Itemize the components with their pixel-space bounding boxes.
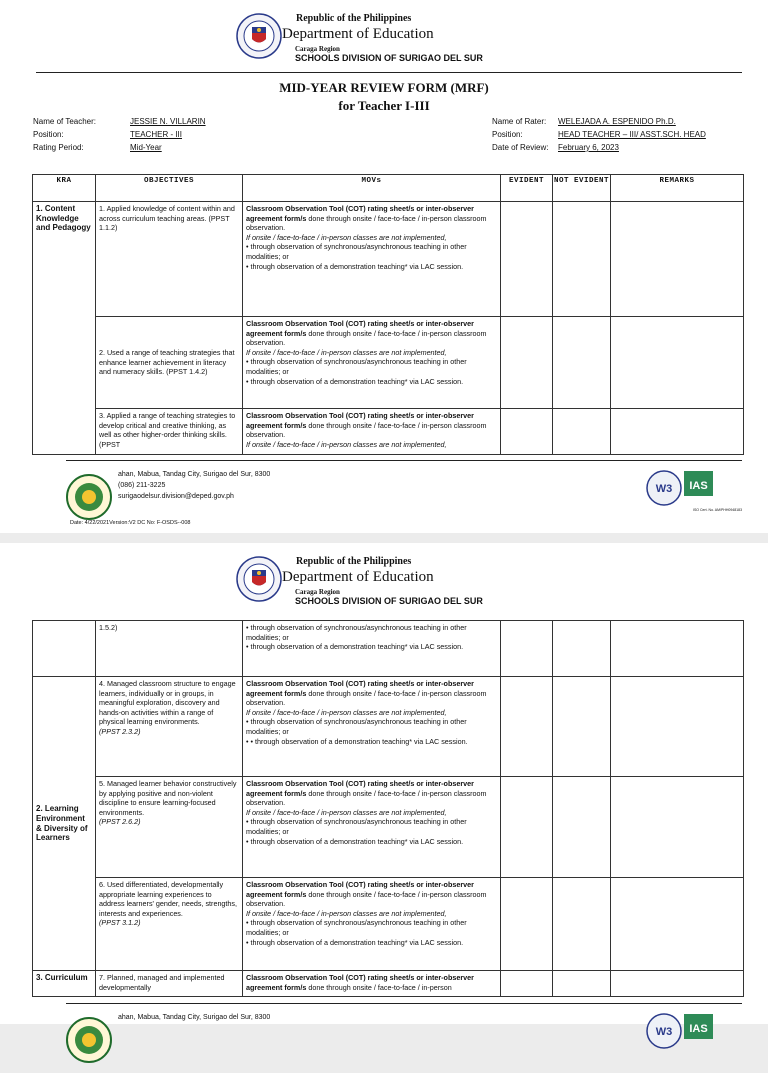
objective-cell: 1. Applied knowledge of content within and across curriculum teaching areas. (PPST 1.1.2) <box>96 202 243 317</box>
remarks-cell[interactable] <box>611 677 744 777</box>
mov-demo: • • through observation of a demonstration teaching* via LAC session. <box>246 736 468 746</box>
form-page-2 <box>0 543 768 1038</box>
table-row <box>33 971 744 997</box>
mov-bold: Classroom Observation Tool (COT) rating sheet/s or inter-observer agreement form/s <box>246 679 474 698</box>
objective-cell: 7. Planned, managed and implemented developmentally <box>96 971 243 997</box>
mrf-table <box>32 174 744 455</box>
iso-cert-number: ISO Cert. No. AM/PHH0948183 <box>693 508 743 512</box>
not-evident-cell[interactable] <box>553 777 611 878</box>
region-label: Caraga Region <box>295 45 340 53</box>
rater-name-label: Name of Rater: <box>492 117 547 126</box>
rating-period: Mid-Year <box>130 143 162 152</box>
mov-cell <box>243 971 501 997</box>
cert-logo-2-text: IAS <box>689 1023 708 1035</box>
certification-logo-icon <box>646 470 714 506</box>
kra-header: KRA <box>33 175 96 202</box>
cert-logo-1-text: W3 <box>655 1026 673 1038</box>
mov-bold: Classroom Observation Tool (COT) rating sheet/s or inter-observer agreement form/s <box>246 411 474 430</box>
footer-divider <box>66 1003 742 1004</box>
table-header-row <box>33 175 744 202</box>
remarks-cell[interactable] <box>611 777 744 878</box>
remarks-cell[interactable] <box>611 971 744 997</box>
mov-cell <box>243 777 501 878</box>
rater-position-label: Position: <box>492 130 523 139</box>
mov-demo: • through observation of a demonstration teaching* via LAC session. <box>246 836 464 846</box>
department-label: Department of Education <box>282 26 434 42</box>
evident-cell[interactable] <box>501 878 553 971</box>
mov-sync: • through observation of synchronous/asynchronous teaching in other modalities; or <box>246 717 467 736</box>
objective-ppst: (PPST 2.6.2) <box>99 817 141 827</box>
mov-italic: If onsite / face-to-face / in-person classes are not implemented, <box>246 707 447 717</box>
evident-cell[interactable] <box>501 202 553 317</box>
not-evident-cell[interactable] <box>553 971 611 997</box>
not-evident-cell[interactable] <box>553 878 611 971</box>
footer-phone: (086) 211-3225 <box>118 482 166 489</box>
letterhead <box>0 0 768 70</box>
certification-logo-icon <box>646 1013 714 1049</box>
mov-italic: If onsite / face-to-face / in-person classes are not implemented, <box>246 807 447 817</box>
table-row <box>33 317 744 409</box>
rating-period-label: Rating Period: <box>33 143 84 152</box>
remarks-cell[interactable] <box>611 409 744 455</box>
mov-rest: done through onsite / face-to-face / in-person classroom observation. <box>246 420 487 440</box>
review-date: February 6, 2023 <box>558 143 619 152</box>
header-divider <box>36 72 742 73</box>
not-evident-cell[interactable] <box>553 677 611 777</box>
republic-label: Republic of the Philippines <box>296 13 412 24</box>
kra-cell: 1. Content Knowledge and Pedagogy <box>33 202 96 455</box>
remarks-cell[interactable] <box>611 202 744 317</box>
objective-cell <box>96 878 243 971</box>
mov-cell <box>243 621 501 677</box>
region-label: Caraga Region <box>295 588 340 596</box>
division-label: SCHOOLS DIVISION OF SURIGAO DEL SUR <box>295 53 483 63</box>
remarks-cell[interactable] <box>611 317 744 409</box>
kra-cell: 2. Learning Environment & Diversity of Learners <box>33 677 96 971</box>
teacher-info <box>33 116 283 156</box>
rater-info <box>492 116 742 156</box>
footer-email: surigaodelsur.division@deped.gov.ph <box>118 493 234 500</box>
mov-sync: • through observation of synchronous/asynchronous teaching in other modalities; or <box>246 918 467 937</box>
mov-bold: Classroom Observation Tool (COT) rating sheet/s or inter-observer agreement form/s <box>246 204 474 223</box>
teacher-position: TEACHER - III <box>130 130 183 139</box>
mov-italic: If onsite / face-to-face / in-person classes are not implemented, <box>246 439 447 449</box>
objectives-header: OBJECTIVES <box>96 175 243 202</box>
table-row <box>33 409 744 455</box>
evident-header: EVIDENT <box>501 175 553 202</box>
cert-logo-1-text: W3 <box>655 483 673 495</box>
table-row <box>33 777 744 878</box>
division-logo-icon <box>66 474 112 520</box>
objective-cell: 1.5.2) <box>96 621 243 677</box>
mov-rest: done through onsite / face-to-face / in-person classroom observation. <box>246 328 487 348</box>
not-evident-cell[interactable] <box>553 621 611 677</box>
mov-rest: done through onsite / face-to-face / in-person classroom observation. <box>246 688 487 708</box>
department-label: Department of Education <box>282 569 434 585</box>
evident-cell[interactable] <box>501 409 553 455</box>
mov-italic: If onsite / face-to-face / in-person classes are not implemented, <box>246 347 447 357</box>
mov-demo: • through observation of a demonstration teaching* via LAC session. <box>246 937 464 947</box>
mov-cell <box>243 878 501 971</box>
evident-cell[interactable] <box>501 621 553 677</box>
teacher-name-label: Name of Teacher: <box>33 117 96 126</box>
evident-cell[interactable] <box>501 677 553 777</box>
remarks-cell[interactable] <box>611 621 744 677</box>
not-evident-cell[interactable] <box>553 202 611 317</box>
mov-bold: Classroom Observation Tool (COT) rating sheet/s or inter-observer agreement form/s <box>246 880 474 899</box>
kra-cell: 3. Curriculum <box>33 971 96 997</box>
mov-sync: • through observation of synchronous/asynchronous teaching in other modalities; or <box>246 623 467 642</box>
mov-italic: If onsite / face-to-face / in-person classes are not implemented, <box>246 232 447 242</box>
form-page-1 <box>0 0 768 533</box>
objective-ppst: (PPST 3.1.2) <box>99 918 141 928</box>
mov-rest: done through onsite / face-to-face / in-person classroom observation. <box>246 788 487 808</box>
footer-contact <box>118 1012 270 1023</box>
footer-address: ahan, Mabua, Tandag City, Surigao del Sur, 8300 <box>118 1014 271 1021</box>
objective-cell: 3. Applied a range of teaching strategies to develop critical and creative thinking, as well as other higher-order thinking skills. (PPST <box>96 409 243 455</box>
division-logo-icon <box>66 1017 112 1063</box>
evident-cell[interactable] <box>501 317 553 409</box>
mov-cell <box>243 677 501 777</box>
mov-cell <box>243 409 501 455</box>
kra-cell <box>33 621 96 677</box>
form-title: MID-YEAR REVIEW FORM (MRF) <box>279 80 489 95</box>
not-evident-cell[interactable] <box>553 317 611 409</box>
rater-name: WELEJADA A. ESPENIDO Ph.D. <box>558 117 676 126</box>
objective-cell <box>96 777 243 878</box>
mov-rest: done through onsite / face-to-face / in-person <box>306 982 452 992</box>
form-subtitle: for Teacher I-III <box>338 98 430 113</box>
objective-cell: 2. Used a range of teaching strategies that enhance learner achievement in literacy and numeracy skills. (PPST 1.4.2) <box>96 317 243 409</box>
letterhead <box>0 543 768 613</box>
table-row <box>33 878 744 971</box>
objective-cell <box>96 677 243 777</box>
division-label: SCHOOLS DIVISION OF SURIGAO DEL SUR <box>295 596 483 606</box>
mov-italic: If onsite / face-to-face / in-person classes are not implemented, <box>246 908 447 918</box>
cert-logo-2-text: IAS <box>689 480 708 492</box>
footer <box>0 1003 768 1073</box>
mov-bold: Classroom Observation Tool (COT) rating sheet/s or inter-observer agreement form/s <box>246 779 474 798</box>
objective-text: 6. Used differentiated, developmentally appropriate learning experiences to address learners' gender, needs, strengths, interests and experiences. <box>99 880 238 918</box>
mov-bold: Classroom Observation Tool (COT) rating sheet/s or inter-observer agreement form/s <box>246 319 474 338</box>
table-row <box>33 202 744 317</box>
document-control: Date: 4/22/2021Version:V2 DC No: F-OSDS--008 <box>70 520 191 526</box>
republic-label: Republic of the Philippines <box>296 556 412 567</box>
evident-cell[interactable] <box>501 971 553 997</box>
footer-address: ahan, Mabua, Tandag City, Surigao del Sur, 8300 <box>118 471 271 478</box>
mov-bold: Classroom Observation Tool (COT) rating sheet/s or inter-observer agreement form/s <box>246 973 474 992</box>
mov-demo: • through observation of a demonstration teaching* via LAC session. <box>246 376 464 386</box>
deped-seal-icon <box>236 13 282 59</box>
footer-divider <box>66 460 742 461</box>
remarks-header: REMARKS <box>611 175 744 202</box>
review-date-label: Date of Review: <box>492 143 549 152</box>
footer-contact <box>118 469 270 502</box>
deped-seal-icon <box>236 556 282 602</box>
not-evident-cell[interactable] <box>553 409 611 455</box>
mov-cell <box>243 317 501 409</box>
evident-cell[interactable] <box>501 777 553 878</box>
remarks-cell[interactable] <box>611 878 744 971</box>
teacher-position-label: Position: <box>33 130 64 139</box>
teacher-name: JESSIE N. VILLARIN <box>130 117 206 126</box>
footer <box>0 460 768 530</box>
mov-rest: done through onsite / face-to-face / in-person classroom observation. <box>246 213 487 233</box>
table-row <box>33 677 744 777</box>
mov-demo: • through observation of a demonstration teaching* via LAC session. <box>246 642 464 652</box>
mov-sync: • through observation of synchronous/asynchronous teaching in other modalities; or <box>246 357 467 376</box>
mov-rest: done through onsite / face-to-face / in-person classroom observation. <box>246 889 487 909</box>
movs-header: MOVs <box>243 175 501 202</box>
objective-text: 4. Managed classroom structure to engage learners, individually or in groups, in meaningful exploration, discovery and hands-on activities within a range of physical learning environments. <box>99 679 236 727</box>
rater-position: HEAD TEACHER – III/ ASST.SCH. HEAD <box>558 130 706 139</box>
objective-text: 5. Managed learner behavior constructively by applying positive and non-violent discipline to ensure learning-focused environments. <box>99 779 237 817</box>
mrf-table-continued <box>32 620 744 997</box>
mov-sync: • through observation of synchronous/asynchronous teaching in other modalities; or <box>246 242 467 261</box>
mov-demo: • through observation of a demonstration teaching* via LAC session. <box>246 261 464 271</box>
not-evident-header: NOT EVIDENT <box>553 175 611 202</box>
table-row <box>33 621 744 677</box>
mov-cell <box>243 202 501 317</box>
objective-ppst: (PPST 2.3.2) <box>99 726 141 736</box>
mov-sync: • through observation of synchronous/asynchronous teaching in other modalities; or <box>246 817 467 836</box>
